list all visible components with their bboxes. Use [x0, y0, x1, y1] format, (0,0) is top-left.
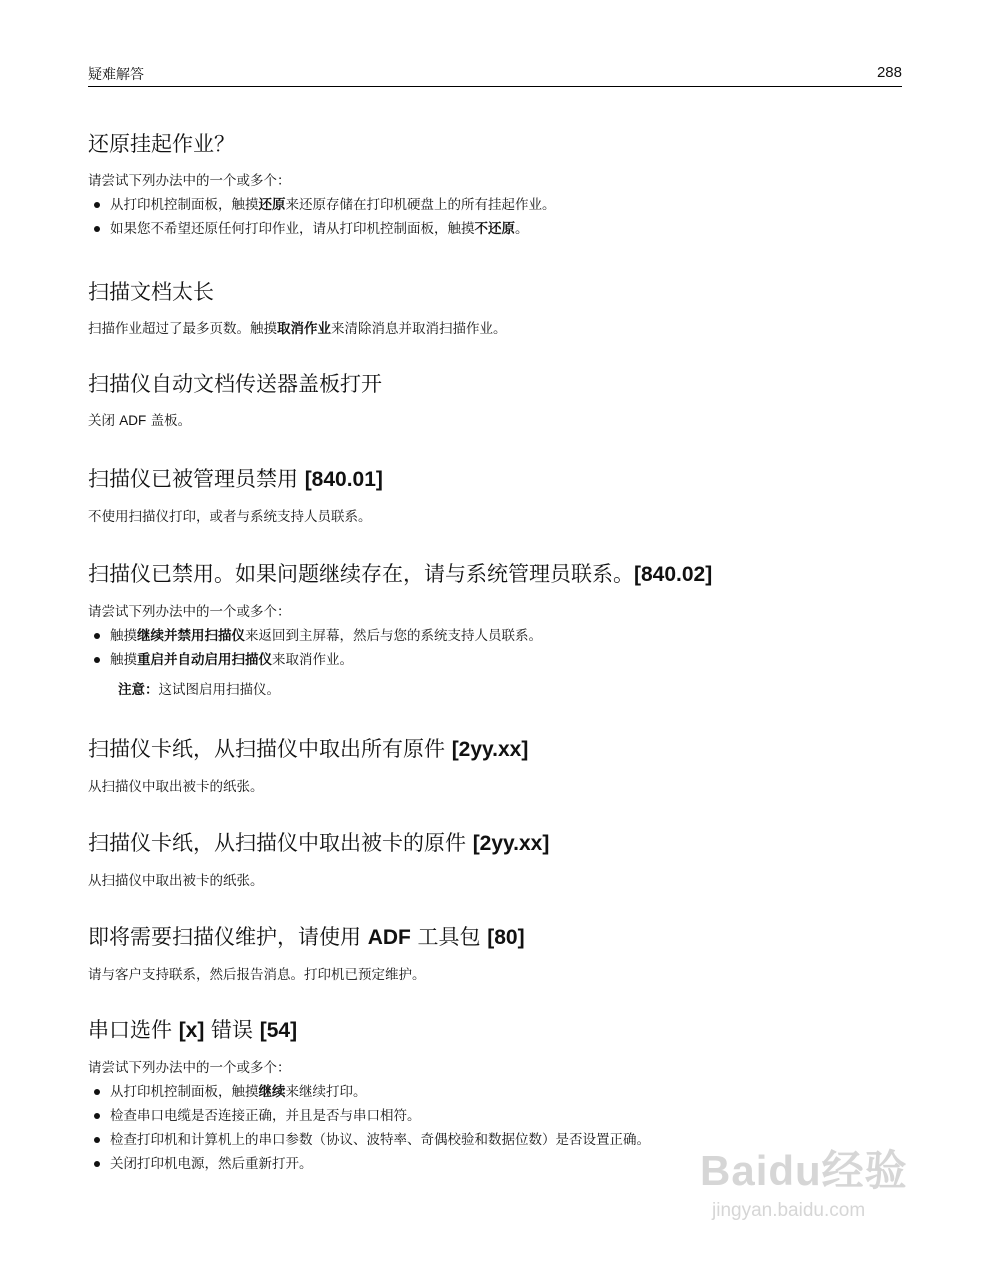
header-section-title: 疑难解答: [88, 67, 144, 83]
section-heading: 扫描仪已禁用。如果问题继续存在，请与系统管理员联系。[840.02]: [88, 562, 713, 586]
section-restore-held-jobs: [88, 130, 908, 241]
note-label: 注意：: [118, 682, 159, 698]
button-name-restart-enable-scanner: 重启并自动启用扫描仪: [137, 652, 272, 668]
list-item: 如果您不希望还原任何打印作业，请从打印机控制面板，触摸不还原。: [88, 217, 908, 241]
bullet-list: [88, 624, 908, 672]
section-scan-document-too-long: [88, 278, 908, 341]
intro-text: 请尝试下列办法中的一个或多个：: [88, 1060, 291, 1076]
section-scanner-jam-remove-all: [88, 735, 908, 799]
body-text: 不使用扫描仪打印，或者与系统支持人员联系。: [88, 509, 372, 525]
list-item: 触摸重启并自动启用扫描仪来取消作业。: [88, 648, 908, 672]
section-heading: 串口选件 [x] 错误 [54]: [88, 1018, 298, 1042]
button-name-continue-disable-scanner: 继续并禁用扫描仪: [137, 628, 245, 644]
section-scanner-disabled-by-admin: [88, 465, 908, 529]
section-heading: 扫描文档太长: [88, 280, 214, 304]
section-heading: 扫描仪自动文档传送器盖板打开: [88, 372, 382, 396]
body-text: 从扫描仪中取出被卡的纸张。: [88, 779, 264, 795]
button-name-continue: 继续: [258, 1084, 286, 1100]
section-scanner-jam-remove-jammed: [88, 829, 908, 893]
section-adf-cover-open: [88, 370, 908, 433]
intro-text: 请尝试下列办法中的一个或多个：: [88, 173, 291, 189]
intro-text: 请尝试下列办法中的一个或多个：: [88, 604, 291, 620]
baidu-jingyan-watermark: [700, 1138, 930, 1238]
page-header: [88, 62, 902, 87]
section-heading: 扫描仪卡纸，从扫描仪中取出被卡的原件 [2yy.xx]: [88, 831, 550, 855]
list-item: 检查串口电缆是否连接正确，并且是否与串口相符。: [88, 1104, 908, 1128]
section-scanner-maintenance: [88, 923, 908, 987]
body-text: 请与客户支持联系，然后报告消息。打印机已预定维护。: [88, 967, 426, 983]
page-number: 288: [876, 64, 902, 81]
body-text: 关闭 ADF 盖板。: [88, 413, 192, 429]
section-heading: 扫描仪卡纸，从扫描仪中取出所有原件 [2yy.xx]: [88, 737, 529, 761]
list-item: 从打印机控制面板，触摸还原来还原存储在打印机硬盘上的所有挂起作业。: [88, 193, 908, 217]
list-item: 关闭打印机电源，然后重新打开。: [88, 1152, 908, 1176]
body-text: 从扫描仪中取出被卡的纸张。: [88, 873, 264, 889]
button-name-cancel-job: 取消作业: [277, 321, 331, 337]
list-item: 从打印机控制面板，触摸继续来继续打印。: [88, 1080, 908, 1104]
section-scanner-disabled: [88, 560, 908, 702]
section-heading: 还原挂起作业？: [88, 132, 235, 156]
list-item: 检查打印机和计算机上的串口参数（协议、波特率、奇偶校验和数据位数）是否设置正确。: [88, 1128, 908, 1152]
list-item: 触摸继续并禁用扫描仪来返回到主屏幕，然后与您的系统支持人员联系。: [88, 624, 908, 648]
watermark-logo-text: Baidu经验: [700, 1147, 908, 1194]
body-text: 扫描作业超过了最多页数。触摸取消作业来清除消息并取消扫描作业。: [88, 321, 507, 337]
section-heading: 扫描仪已被管理员禁用 [840.01]: [88, 467, 383, 491]
section-heading: 即将需要扫描仪维护，请使用 ADF 工具包 [80]: [88, 925, 525, 949]
watermark-url: jingyan.baidu.com: [712, 1200, 866, 1221]
button-name-do-not-restore: 不还原: [474, 221, 515, 237]
bullet-list: [88, 193, 908, 241]
note: 注意：这试图启用扫描仪。: [118, 682, 280, 698]
button-name-restore: 还原: [258, 197, 286, 213]
